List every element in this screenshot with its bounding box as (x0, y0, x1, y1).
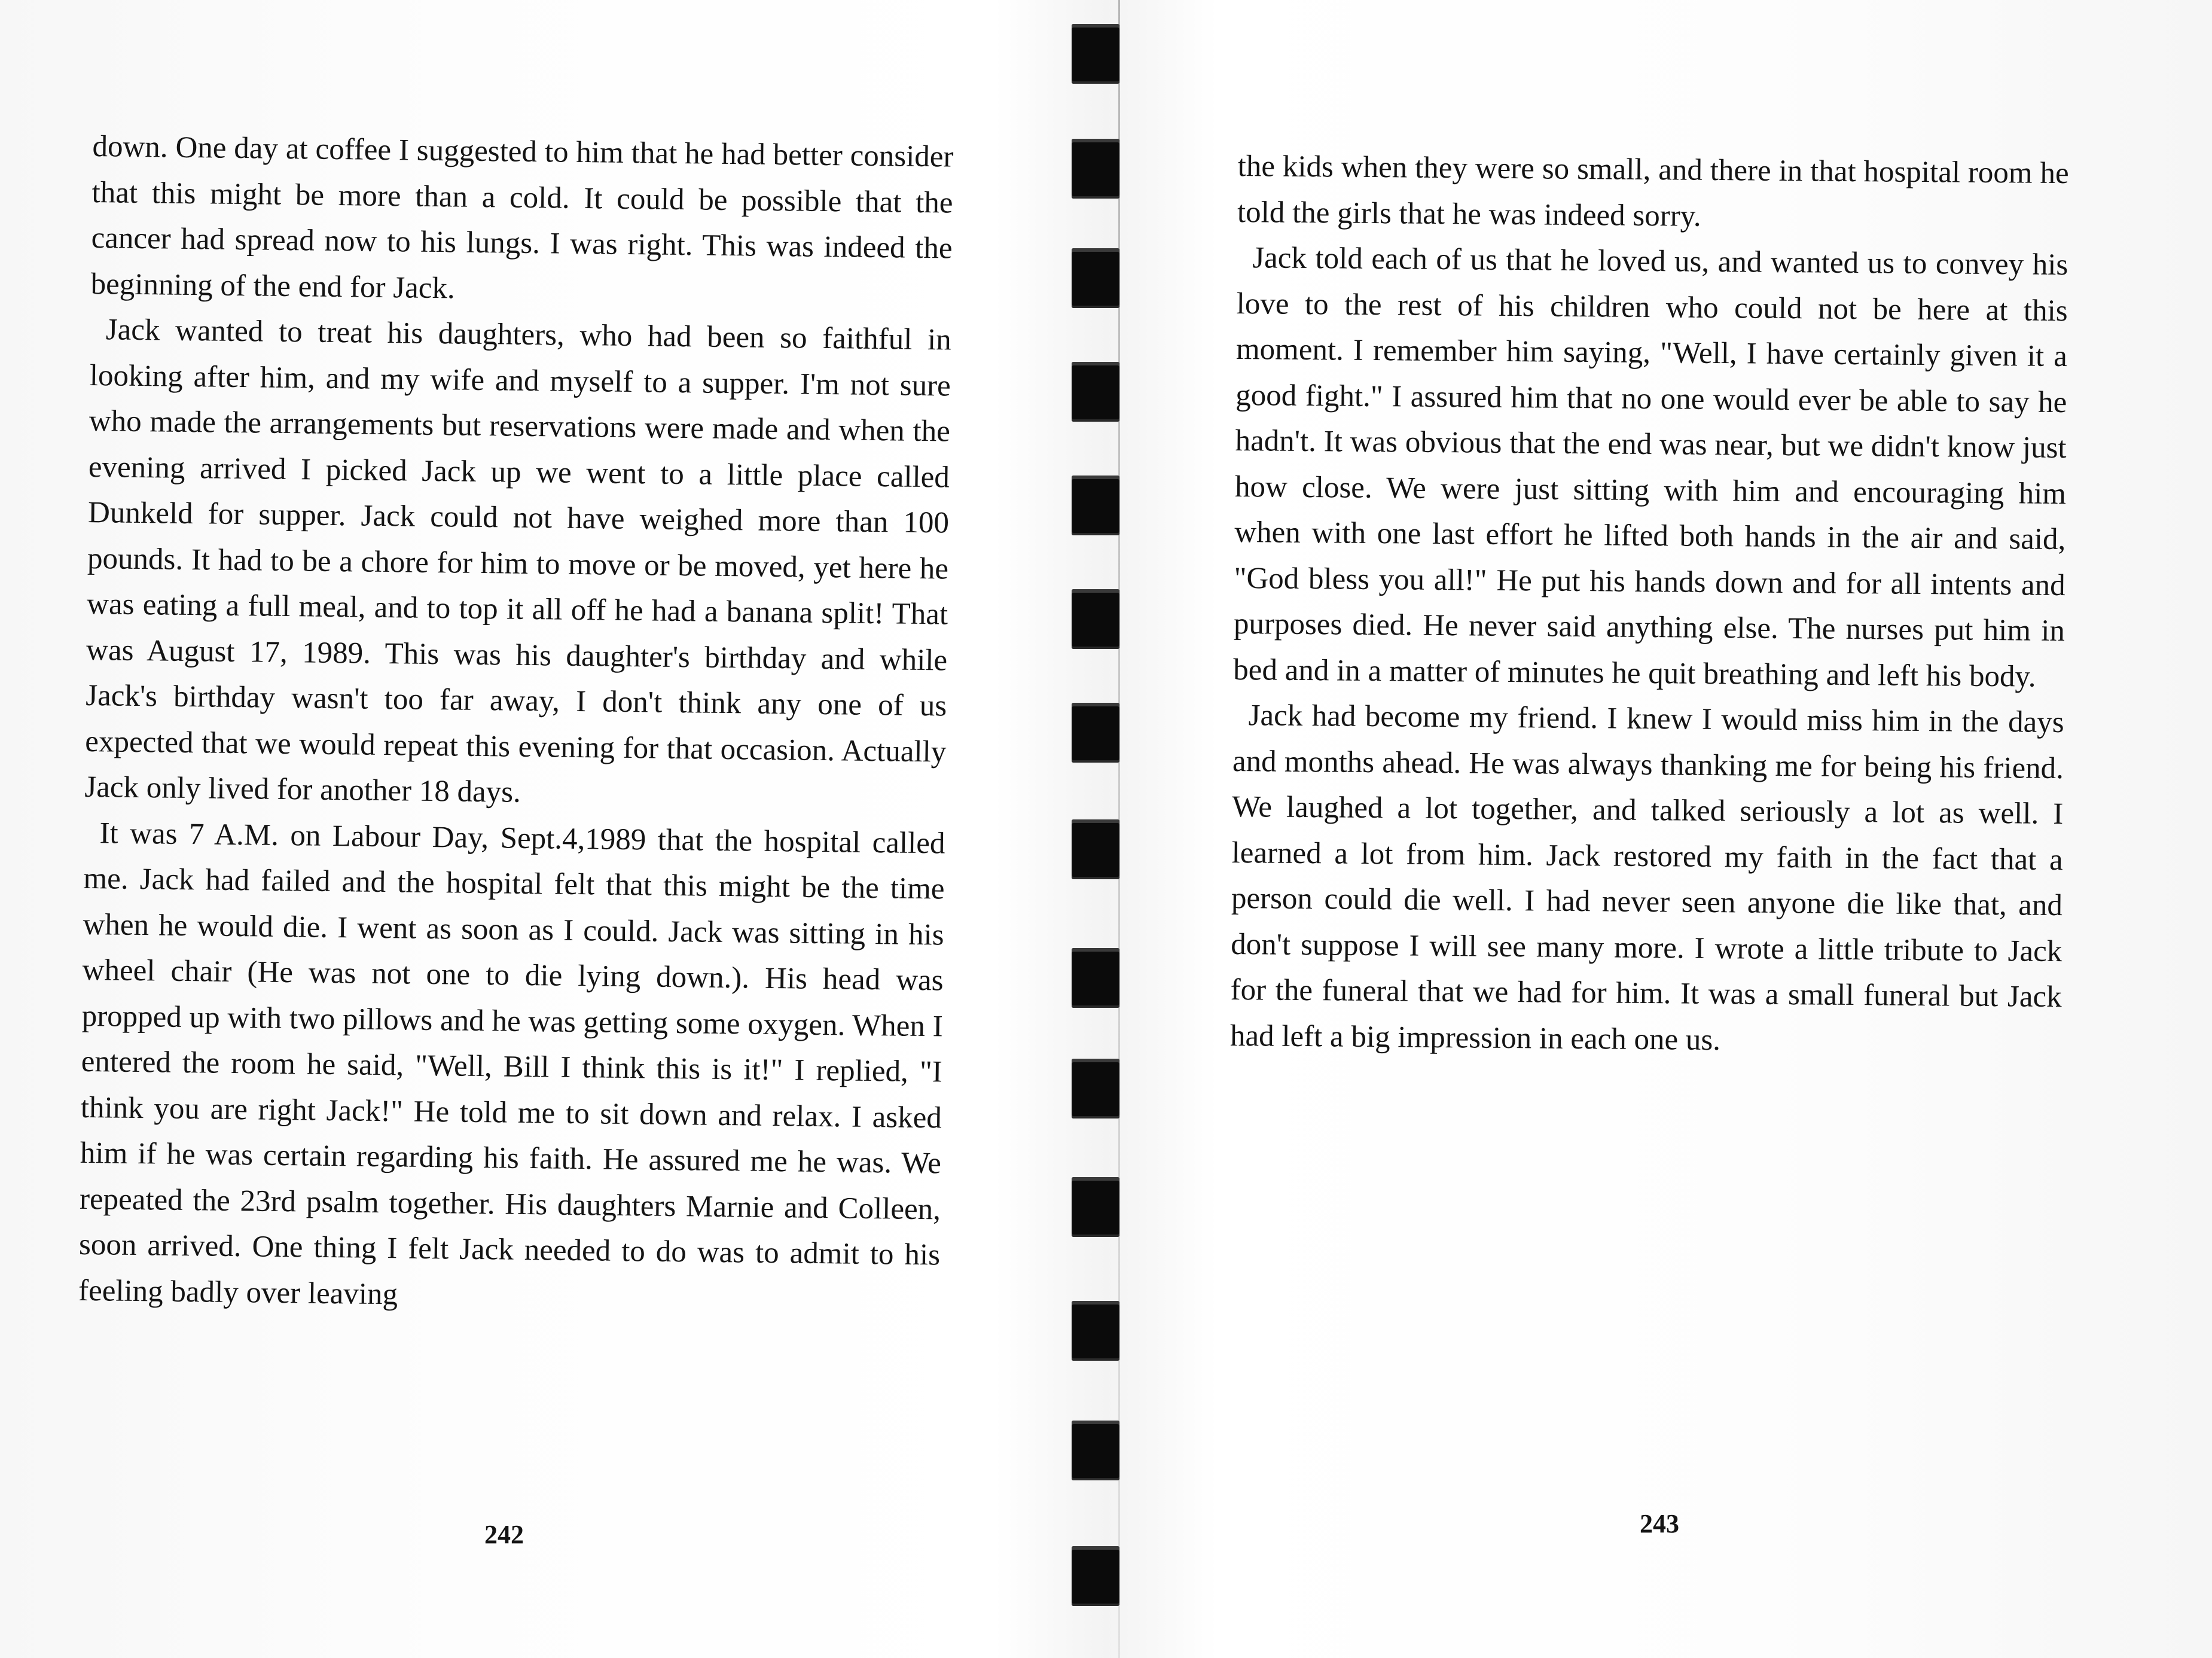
binding-hole (1072, 703, 1119, 763)
right-page-text (1230, 144, 2069, 1066)
binding-hole (1072, 1059, 1119, 1118)
left-page-number: 242 (484, 1520, 524, 1549)
left-paragraph-1: down. One day at coffee I suggested to him that he had better consider that this might be more than a cold. It could be possible that the cancer had spread now to his lungs. I was right. This was indeed the beginning of the end for Jack. (90, 129, 954, 305)
binding-hole (1072, 948, 1119, 1008)
left-page-text (78, 124, 954, 1324)
spiral-binding (1058, 0, 1136, 1658)
right-page (1172, 0, 2212, 1658)
right-page-number: 243 (1640, 1509, 1679, 1538)
binding-hole (1072, 819, 1119, 879)
binding-hole (1072, 1421, 1119, 1480)
binding-hole (1072, 24, 1119, 84)
left-paragraph-2: Jack wanted to treat his daughters, who had been so faithful in looking after him, and my wife and myself to a supper. I'm not sure who made the arrangements but reservations were made and when the evening arrived I picked Jack up we went to a little place called Dunkeld for supper. Jack could not have weighed more than 100 pounds. It had to be a chore for him to move or be moved, yet here he was eating a full meal, and to top it all off he had a banana split! That was August 17, 1989. This was his daughter's birthday and while Jack's birthday wasn't too far away, I don't think any one of us expected that we would repeat this evening for that occasion. Actually Jack only lived for another 18 days. (84, 313, 952, 809)
binding-hole (1072, 362, 1119, 422)
binding-hole (1072, 1546, 1119, 1606)
binding-hole (1072, 139, 1119, 199)
left-paragraph-3: It was 7 A.M. on Labour Day, Sept.4,1989 that the hospital called me. Jack had failed and the hospital felt that this might be the time when he would die. I went as soon as I could. Jack was sitting in his wheel chair (He was not one to die lying down.). His head was propped up with two pillows and he was getting some oxygen. When I entered the room he said, "Well, Bill I think this is it!" I replied, "I think you are right Jack!" He told me to sit down and relax. I asked him if he was certain regarding his faith. He assured me he was. We repeated the 23rd psalm together. His daughters Marnie and Colleen, soon arrived. One thing I felt Jack needed to do was to admit to his feeling badly over leaving (78, 816, 945, 1311)
binding-hole (1072, 476, 1119, 535)
binding-hole (1072, 1301, 1119, 1361)
right-paragraph-1: the kids when they were so small, and there in that hospital room he told the girls that he was indeed sorry. (1237, 149, 2069, 233)
right-paragraph-2: Jack told each of us that he loved us, and wanted us to convey his love to the rest of his children who could not be here at this moment. I remember him saying, "Well, I have certainly given it a good fight." I assured him that no one would ever be able to say he hadn't. It was obvious that the end was near, but we didn't know just how close. We were just sitting with him and encouraging him when with one last effort he lifted both hands in the air and said, "God bless you all!" He put his hands down and for all intents and purposes died. He never said anything else. The nurses put him in bed and in a matter of minutes he quit breathing and left his body. (1233, 241, 2068, 694)
binding-hole (1072, 248, 1119, 308)
binding-hole (1072, 1177, 1119, 1237)
left-page (0, 0, 1041, 1658)
right-paragraph-3: Jack had become my friend. I knew I would miss him in the days and months ahead. He was always thanking me for being his friend. We laughed a lot together, and talked seriously a lot as well. I learned a lot from him. Jack restored my faith in the fact that a person could die well. I had never seen anyone die like that, and don't suppose I will see many more. I wrote a little tribute to Jack for the funeral that we had for him. It was a small funeral but Jack had left a big impression in each one us. (1229, 699, 2064, 1057)
binding-hole (1072, 589, 1119, 649)
